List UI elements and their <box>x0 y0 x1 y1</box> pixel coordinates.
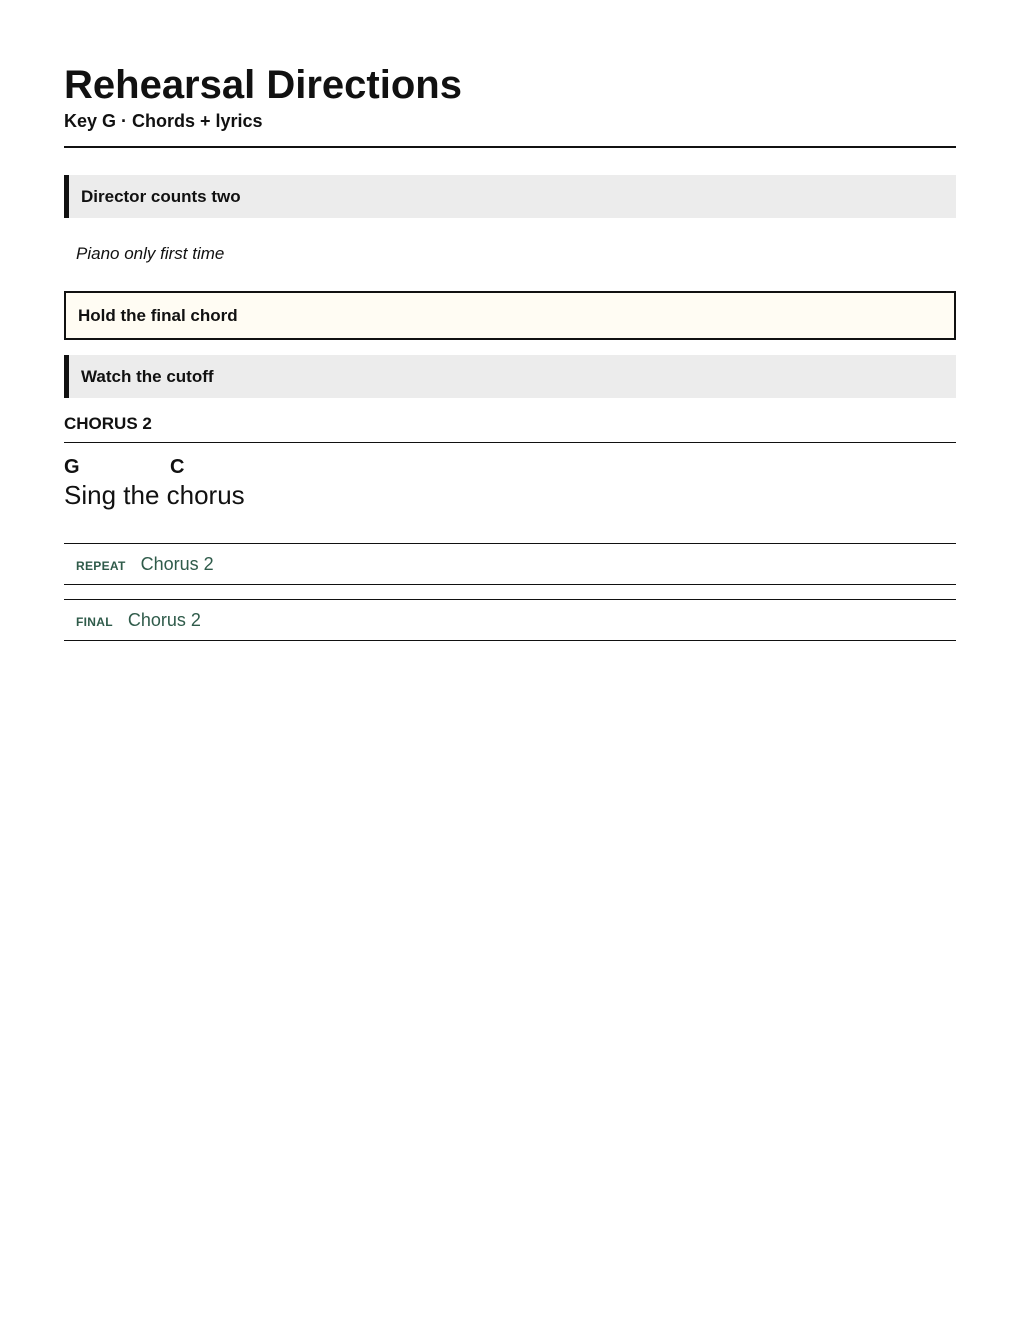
nav-target-final[interactable]: Chorus 2 <box>127 609 201 630</box>
page-subtitle: Key G · Chords + lyrics <box>64 111 263 131</box>
section-heading: CHORUS 2 <box>64 414 956 443</box>
direction-callout-cutoff: Watch the cutoff <box>64 355 956 398</box>
nav-target-repeat[interactable]: Chorus 2 <box>140 553 214 574</box>
final-link-row[interactable] <box>64 599 956 641</box>
repeat-link-row[interactable] <box>64 543 956 585</box>
lyric-line: Sing the chorus <box>64 480 245 510</box>
direction-callout-boxed: Hold the final chord <box>64 291 956 340</box>
direction-note-italic: Piano only first time <box>76 244 225 263</box>
chord-symbol: G <box>64 456 80 478</box>
direction-callout-counts: Director counts two <box>64 175 956 218</box>
chord-symbol: C <box>170 456 185 478</box>
page-title: Rehearsal Directions <box>64 63 462 107</box>
nav-tag-final: FINAL <box>76 614 113 629</box>
header-divider <box>64 146 956 148</box>
song-sheet <box>64 0 956 641</box>
nav-tag-repeat: REPEAT <box>76 558 126 573</box>
chord-line <box>64 456 956 480</box>
